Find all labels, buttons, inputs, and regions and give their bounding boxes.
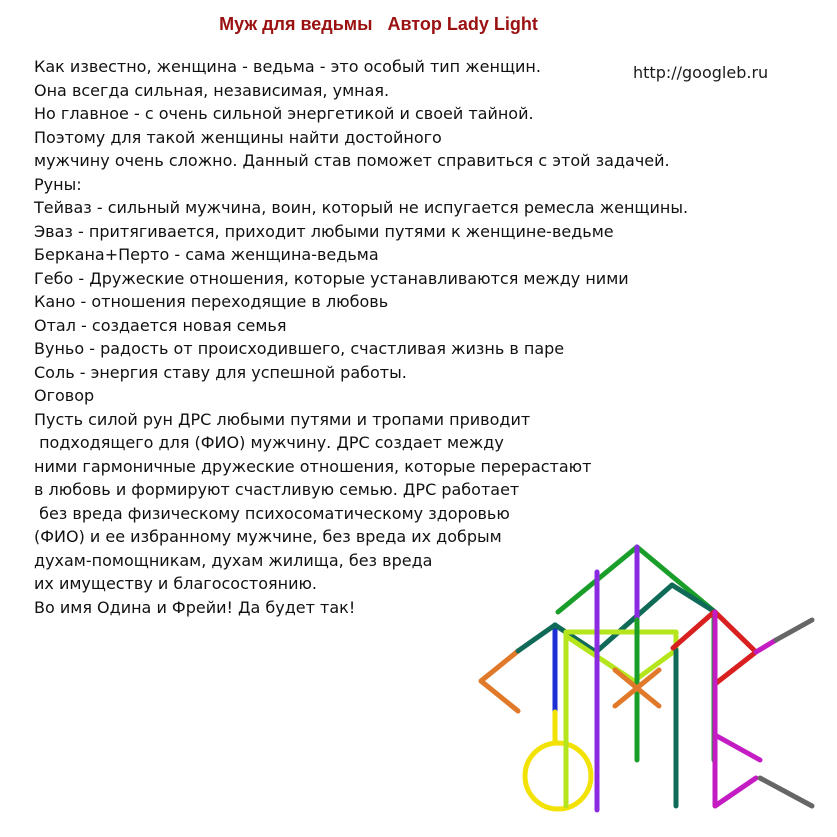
- text-line: Эваз - притягивается, приходит любыми путями к женщине-ведьме: [34, 221, 614, 241]
- text-line: духам-помощникам, духам жилища, без вреда: [34, 550, 433, 570]
- rune-tail-stroke: [760, 778, 812, 806]
- rune-ehwaz-stroke: [566, 632, 676, 806]
- text-line: Гебо - Дружеские отношения, которые устанавливаются между ними: [34, 268, 629, 288]
- rune-perthro-stroke: [756, 640, 776, 652]
- text-line: Кано - отношения переходящие в любовь: [34, 292, 389, 311]
- page-title: Муж для ведьмы Автор Lady Light: [219, 14, 538, 34]
- rune-diagonal-stroke: [518, 625, 555, 651]
- text-line: Руны:: [34, 174, 82, 194]
- rune-diagonal-stroke: [596, 585, 672, 652]
- text-line: Поэтому для такой женщины найти достойного: [34, 127, 442, 147]
- text-line: (ФИО) и ее избранному мужчине, без вреда их добрым: [34, 527, 502, 546]
- text-line: в любовь и формируют счастливую семью. ДРС работает: [34, 480, 520, 499]
- text-line: Отал - создается новая семья: [34, 315, 287, 335]
- text-line: Но главное - с очень сильной энергетикой и своей тайной.: [34, 104, 534, 123]
- rune-perthro-stroke: [715, 735, 760, 760]
- watermark-url: http://googleb.ru: [633, 63, 769, 82]
- text-line: ними гармоничные дружеские отношения, которые перерастают: [34, 456, 592, 476]
- text-line: Пусть силой рун ДРС любыми путями и тропами приводит: [34, 409, 531, 429]
- text-line: Беркана+Перто - сама женщина-ведьма: [34, 245, 379, 264]
- rune-diagonal-stroke: [555, 625, 596, 652]
- text-line: Как известно, женщина - ведьма - это особый тип женщин.: [34, 57, 541, 76]
- text-line: Оговор: [34, 386, 95, 405]
- text-line: Вуньо - радость от происходившего, счастливая жизнь в паре: [34, 339, 565, 358]
- text-line: Тейваз - сильный мужчина, воин, который не испугается ремесла женщины.: [34, 198, 689, 217]
- rune-kano-stroke: [481, 651, 518, 711]
- rune-tail-stroke: [776, 620, 812, 640]
- rune-diagonal-stroke: [672, 585, 715, 612]
- rune-wunjo-stroke: [715, 612, 756, 684]
- text-line: Соль - энергия ставу для успешной работы.: [34, 362, 407, 382]
- rune-perthro-stroke: [715, 612, 756, 806]
- text-line: Она всегда сильная, независимая, умная.: [34, 80, 390, 100]
- text-line: мужчину очень сложно. Данный став поможет справиться с этой задачей.: [34, 151, 670, 170]
- text-line: подходящего для (ФИО) мужчину. ДРС создает между: [34, 433, 504, 452]
- rune-diagonal-stroke: [673, 612, 714, 648]
- text-line: Во имя Одина и Фрейи! Да будет так!: [34, 597, 356, 617]
- text-line: их имуществу и благосостоянию.: [34, 574, 318, 593]
- text-line: без вреда физическому психосоматическому здоровью: [34, 503, 510, 523]
- rune-sowilo-circle: [525, 743, 591, 809]
